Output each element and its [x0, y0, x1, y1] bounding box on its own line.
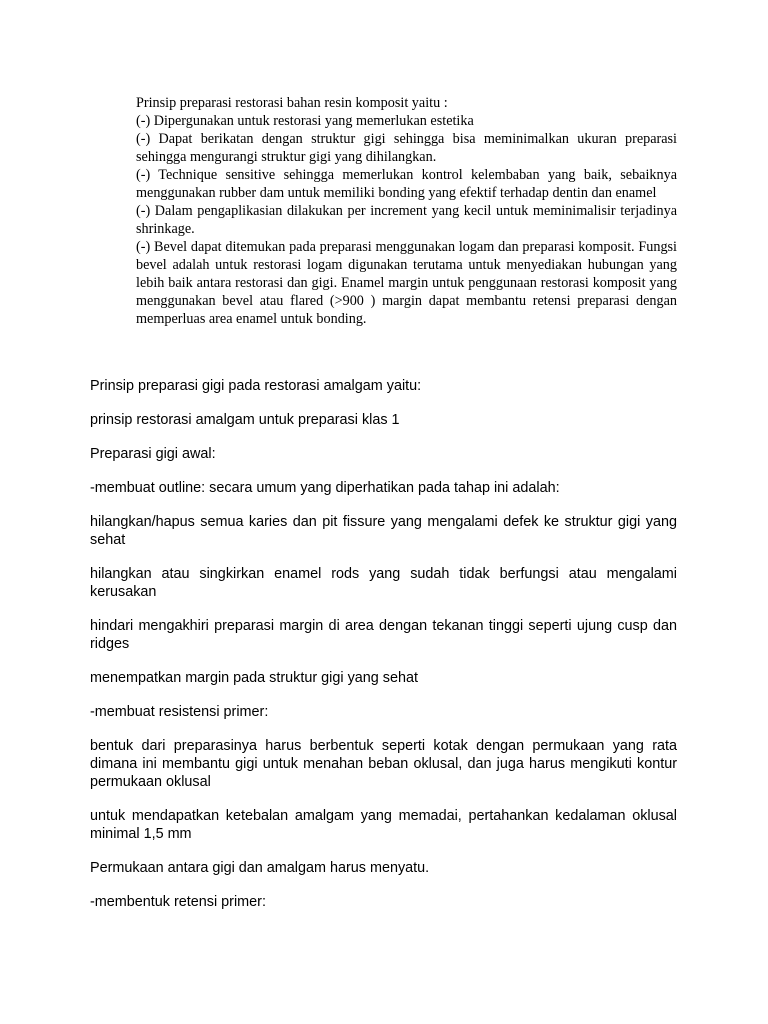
komposit-point: (-) Bevel dapat ditemukan pada preparasi menggunakan logam dan preparasi komposit. Fungsi bevel adalah untuk restorasi logam digunakan terutama untuk menyediakan hubungan yang lebih baik antara restorasi dan gigi. Enamel margin untuk penggunaan restorasi komposit yang menggunakan bevel atau flared (>900 ) margin dapat membantu retensi preparasi dengan memperluas area enamel untuk bonding. [136, 239, 677, 327]
amalgam-heading: Prinsip preparasi gigi pada restorasi amalgam yaitu: [90, 378, 422, 394]
komposit-section [136, 94, 677, 328]
amalgam-paragraph: Permukaan antara gigi dan amalgam harus menyatu. [90, 860, 430, 876]
komposit-intro: Prinsip preparasi restorasi bahan resin komposit yaitu : [136, 95, 448, 111]
amalgam-step-heading: -membentuk retensi primer: [90, 894, 266, 910]
komposit-point: (-) Dapat berikatan dengan struktur gigi sehingga bisa meminimalkan ukuran preparasi sehingga mengurangi struktur gigi yang dihilangkan. [136, 131, 677, 165]
amalgam-paragraph: menempatkan margin pada struktur gigi yang sehat [90, 670, 418, 686]
komposit-point: (-) Technique sensitive sehingga memerlukan kontrol kelembaban yang baik, sebaiknya menggunakan rubber dam untuk memiliki bonding yang efektif terhadap dentin dan enamel [136, 167, 677, 201]
amalgam-paragraph: hilangkan/hapus semua karies dan pit fissure yang mengalami defek ke struktur gigi yang sehat [90, 514, 677, 548]
amalgam-paragraph: bentuk dari preparasinya harus berbentuk seperti kotak dengan permukaan yang rata dimana ini membantu gigi untuk menahan beban oklusal, dan juga harus mengikuti kontur permukaan oklusal [90, 738, 677, 790]
komposit-point: (-) Dipergunakan untuk restorasi yang memerlukan estetika [136, 113, 474, 129]
amalgam-step-heading: -membuat outline: secara umum yang diperhatikan pada tahap ini adalah: [90, 480, 560, 496]
amalgam-subheading: Preparasi gigi awal: [90, 446, 216, 462]
amalgam-section [90, 377, 677, 927]
amalgam-paragraph: hilangkan atau singkirkan enamel rods yang sudah tidak berfungsi atau mengalami kerusakan [90, 566, 677, 600]
amalgam-subheading: prinsip restorasi amalgam untuk preparasi klas 1 [90, 412, 400, 428]
amalgam-step-heading: -membuat resistensi primer: [90, 704, 269, 720]
amalgam-paragraph: hindari mengakhiri preparasi margin di area dengan tekanan tinggi seperti ujung cusp dan ridges [90, 618, 677, 652]
komposit-point: (-) Dalam pengaplikasian dilakukan per increment yang kecil untuk meminimalisir terjadinya shrinkage. [136, 203, 677, 237]
amalgam-paragraph: untuk mendapatkan ketebalan amalgam yang memadai, pertahankan kedalaman oklusal minimal 1,5 mm [90, 808, 677, 842]
